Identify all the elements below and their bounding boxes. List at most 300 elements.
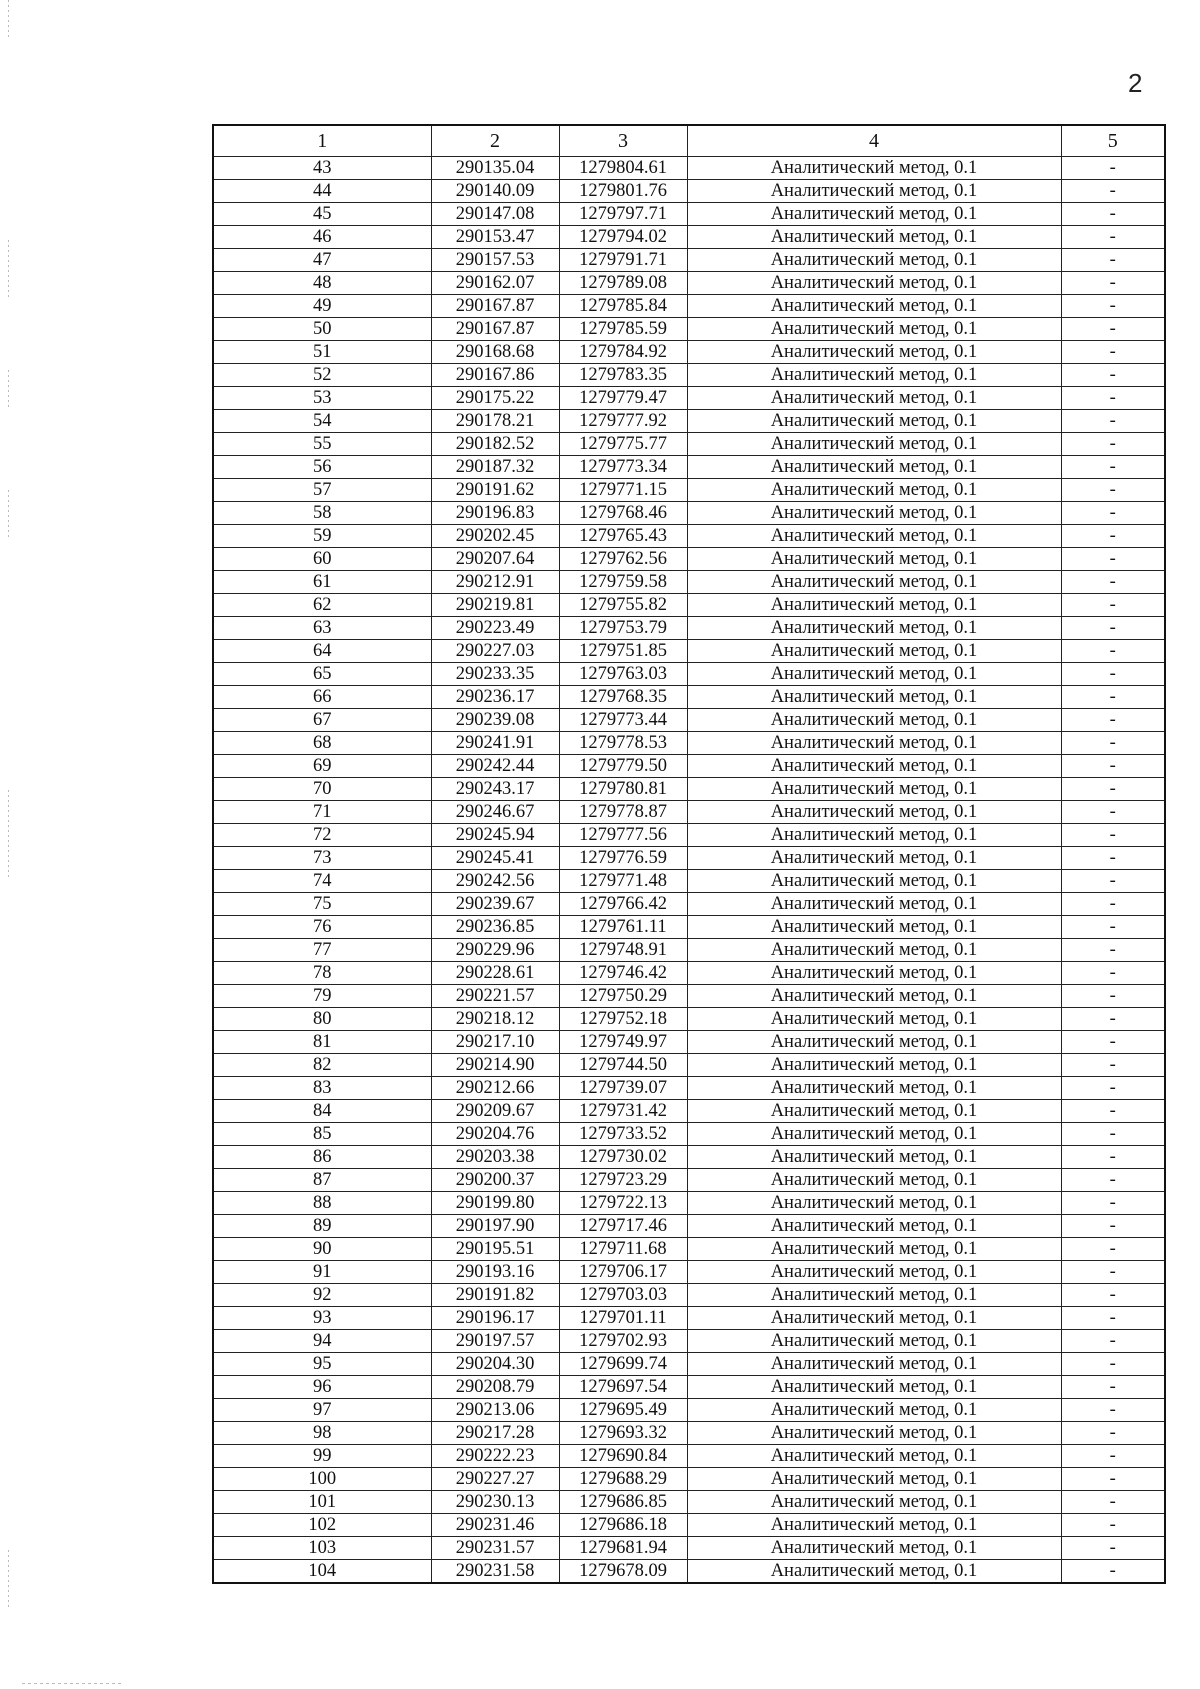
x-coordinate-cell: 290222.23 [431,1445,559,1468]
x-coordinate-cell: 290135.04 [431,157,559,180]
y-coordinate-cell: 1279762.56 [559,548,687,571]
page-number: 2 [1128,68,1143,98]
method-cell: Аналитический метод, 0.1 [687,1445,1061,1468]
table-row [213,1008,1165,1031]
column-header-4: 4 [687,125,1061,157]
x-coordinate-cell: 290227.27 [431,1468,559,1491]
point-number-cell: 84 [213,1100,431,1123]
table-row [213,1445,1165,1468]
method-cell: Аналитический метод, 0.1 [687,1330,1061,1353]
point-number-cell: 76 [213,916,431,939]
table-row [213,732,1165,755]
note-cell: - [1061,1514,1165,1537]
note-cell: - [1061,709,1165,732]
y-coordinate-cell: 1279702.93 [559,1330,687,1353]
note-cell: - [1061,387,1165,410]
y-coordinate-cell: 1279695.49 [559,1399,687,1422]
y-coordinate-cell: 1279706.17 [559,1261,687,1284]
note-cell: - [1061,732,1165,755]
method-cell: Аналитический метод, 0.1 [687,571,1061,594]
y-coordinate-cell: 1279688.29 [559,1468,687,1491]
point-number-cell: 50 [213,318,431,341]
x-coordinate-cell: 290197.90 [431,1215,559,1238]
y-coordinate-cell: 1279739.07 [559,1077,687,1100]
scan-margin-mark [8,490,9,540]
point-number-cell: 92 [213,1284,431,1307]
point-number-cell: 93 [213,1307,431,1330]
x-coordinate-cell: 290191.62 [431,479,559,502]
y-coordinate-cell: 1279765.43 [559,525,687,548]
table-row [213,962,1165,985]
y-coordinate-cell: 1279751.85 [559,640,687,663]
y-coordinate-cell: 1279778.53 [559,732,687,755]
x-coordinate-cell: 290223.49 [431,617,559,640]
table-row [213,1376,1165,1399]
coordinates-table-container [212,124,1164,1584]
note-cell: - [1061,640,1165,663]
x-coordinate-cell: 290167.87 [431,318,559,341]
x-coordinate-cell: 290196.83 [431,502,559,525]
method-cell: Аналитический метод, 0.1 [687,180,1061,203]
table-row [213,1491,1165,1514]
note-cell: - [1061,1261,1165,1284]
table-row [213,686,1165,709]
x-coordinate-cell: 290157.53 [431,249,559,272]
point-number-cell: 104 [213,1560,431,1584]
point-number-cell: 69 [213,755,431,778]
note-cell: - [1061,617,1165,640]
x-coordinate-cell: 290217.28 [431,1422,559,1445]
y-coordinate-cell: 1279789.08 [559,272,687,295]
y-coordinate-cell: 1279731.42 [559,1100,687,1123]
method-cell: Аналитический метод, 0.1 [687,1468,1061,1491]
x-coordinate-cell: 290242.44 [431,755,559,778]
method-cell: Аналитический метод, 0.1 [687,1169,1061,1192]
method-cell: Аналитический метод, 0.1 [687,1054,1061,1077]
y-coordinate-cell: 1279723.29 [559,1169,687,1192]
table-row [213,640,1165,663]
method-cell: Аналитический метод, 0.1 [687,157,1061,180]
note-cell: - [1061,1330,1165,1353]
table-row [213,1031,1165,1054]
method-cell: Аналитический метод, 0.1 [687,249,1061,272]
table-row [213,1215,1165,1238]
note-cell: - [1061,157,1165,180]
y-coordinate-cell: 1279752.18 [559,1008,687,1031]
column-header-5: 5 [1061,125,1165,157]
point-number-cell: 56 [213,456,431,479]
point-number-cell: 81 [213,1031,431,1054]
y-coordinate-cell: 1279771.48 [559,870,687,893]
table-row [213,1422,1165,1445]
point-number-cell: 91 [213,1261,431,1284]
note-cell: - [1061,318,1165,341]
note-cell: - [1061,755,1165,778]
table-row [213,410,1165,433]
point-number-cell: 89 [213,1215,431,1238]
method-cell: Аналитический метод, 0.1 [687,686,1061,709]
table-row [213,433,1165,456]
method-cell: Аналитический метод, 0.1 [687,226,1061,249]
point-number-cell: 64 [213,640,431,663]
note-cell: - [1061,1031,1165,1054]
point-number-cell: 78 [213,962,431,985]
table-row [213,548,1165,571]
point-number-cell: 54 [213,410,431,433]
table-row [213,341,1165,364]
table-row [213,1284,1165,1307]
y-coordinate-cell: 1279697.54 [559,1376,687,1399]
table-row [213,318,1165,341]
x-coordinate-cell: 290167.86 [431,364,559,387]
table-row [213,893,1165,916]
method-cell: Аналитический метод, 0.1 [687,893,1061,916]
y-coordinate-cell: 1279761.11 [559,916,687,939]
table-row [213,755,1165,778]
point-number-cell: 61 [213,571,431,594]
method-cell: Аналитический метод, 0.1 [687,1491,1061,1514]
point-number-cell: 94 [213,1330,431,1353]
table-row [213,1077,1165,1100]
x-coordinate-cell: 290212.66 [431,1077,559,1100]
method-cell: Аналитический метод, 0.1 [687,732,1061,755]
point-number-cell: 73 [213,847,431,870]
table-row [213,571,1165,594]
point-number-cell: 90 [213,1238,431,1261]
table-row [213,1238,1165,1261]
point-number-cell: 86 [213,1146,431,1169]
table-row [213,663,1165,686]
y-coordinate-cell: 1279784.92 [559,341,687,364]
y-coordinate-cell: 1279783.35 [559,364,687,387]
table-row [213,1146,1165,1169]
method-cell: Аналитический метод, 0.1 [687,548,1061,571]
x-coordinate-cell: 290197.57 [431,1330,559,1353]
table-row [213,778,1165,801]
note-cell: - [1061,1123,1165,1146]
method-cell: Аналитический метод, 0.1 [687,341,1061,364]
method-cell: Аналитический метод, 0.1 [687,1422,1061,1445]
y-coordinate-cell: 1279768.35 [559,686,687,709]
x-coordinate-cell: 290231.58 [431,1560,559,1584]
table-header-row [213,125,1165,157]
x-coordinate-cell: 290204.76 [431,1123,559,1146]
table-row [213,824,1165,847]
note-cell: - [1061,249,1165,272]
x-coordinate-cell: 290242.56 [431,870,559,893]
note-cell: - [1061,226,1165,249]
method-cell: Аналитический метод, 0.1 [687,1031,1061,1054]
method-cell: Аналитический метод, 0.1 [687,525,1061,548]
method-cell: Аналитический метод, 0.1 [687,433,1061,456]
x-coordinate-cell: 290246.67 [431,801,559,824]
method-cell: Аналитический метод, 0.1 [687,801,1061,824]
y-coordinate-cell: 1279773.44 [559,709,687,732]
note-cell: - [1061,479,1165,502]
x-coordinate-cell: 290182.52 [431,433,559,456]
x-coordinate-cell: 290231.46 [431,1514,559,1537]
scan-margin-mark [8,790,9,880]
y-coordinate-cell: 1279753.79 [559,617,687,640]
column-header-2: 2 [431,125,559,157]
coordinates-table [212,124,1166,1584]
point-number-cell: 74 [213,870,431,893]
y-coordinate-cell: 1279703.03 [559,1284,687,1307]
table-row [213,709,1165,732]
table-row [213,870,1165,893]
table-row [213,157,1165,180]
x-coordinate-cell: 290200.37 [431,1169,559,1192]
x-coordinate-cell: 290212.91 [431,571,559,594]
note-cell: - [1061,893,1165,916]
note-cell: - [1061,985,1165,1008]
x-coordinate-cell: 290229.96 [431,939,559,962]
point-number-cell: 85 [213,1123,431,1146]
column-header-3: 3 [559,125,687,157]
x-coordinate-cell: 290243.17 [431,778,559,801]
point-number-cell: 49 [213,295,431,318]
point-number-cell: 44 [213,180,431,203]
x-coordinate-cell: 290140.09 [431,180,559,203]
y-coordinate-cell: 1279777.92 [559,410,687,433]
table-row [213,1537,1165,1560]
point-number-cell: 71 [213,801,431,824]
table-body [213,157,1165,1584]
x-coordinate-cell: 290196.17 [431,1307,559,1330]
method-cell: Аналитический метод, 0.1 [687,1215,1061,1238]
x-coordinate-cell: 290207.64 [431,548,559,571]
method-cell: Аналитический метод, 0.1 [687,364,1061,387]
method-cell: Аналитический метод, 0.1 [687,640,1061,663]
x-coordinate-cell: 290231.57 [431,1537,559,1560]
table-row [213,479,1165,502]
x-coordinate-cell: 290193.16 [431,1261,559,1284]
y-coordinate-cell: 1279766.42 [559,893,687,916]
point-number-cell: 98 [213,1422,431,1445]
point-number-cell: 79 [213,985,431,1008]
point-number-cell: 62 [213,594,431,617]
y-coordinate-cell: 1279711.68 [559,1238,687,1261]
table-row [213,180,1165,203]
x-coordinate-cell: 290202.45 [431,525,559,548]
y-coordinate-cell: 1279804.61 [559,157,687,180]
y-coordinate-cell: 1279794.02 [559,226,687,249]
point-number-cell: 66 [213,686,431,709]
note-cell: - [1061,1468,1165,1491]
table-row [213,1192,1165,1215]
method-cell: Аналитический метод, 0.1 [687,962,1061,985]
x-coordinate-cell: 290239.67 [431,893,559,916]
table-row [213,847,1165,870]
point-number-cell: 47 [213,249,431,272]
table-row [213,1330,1165,1353]
x-coordinate-cell: 290162.07 [431,272,559,295]
x-coordinate-cell: 290228.61 [431,962,559,985]
method-cell: Аналитический метод, 0.1 [687,1537,1061,1560]
method-cell: Аналитический метод, 0.1 [687,617,1061,640]
method-cell: Аналитический метод, 0.1 [687,1261,1061,1284]
note-cell: - [1061,824,1165,847]
point-number-cell: 46 [213,226,431,249]
table-row [213,916,1165,939]
x-coordinate-cell: 290221.57 [431,985,559,1008]
y-coordinate-cell: 1279717.46 [559,1215,687,1238]
note-cell: - [1061,847,1165,870]
note-cell: - [1061,870,1165,893]
table-row [213,617,1165,640]
x-coordinate-cell: 290236.85 [431,916,559,939]
method-cell: Аналитический метод, 0.1 [687,502,1061,525]
point-number-cell: 82 [213,1054,431,1077]
note-cell: - [1061,203,1165,226]
y-coordinate-cell: 1279777.56 [559,824,687,847]
method-cell: Аналитический метод, 0.1 [687,1123,1061,1146]
table-row [213,364,1165,387]
note-cell: - [1061,1307,1165,1330]
method-cell: Аналитический метод, 0.1 [687,1307,1061,1330]
x-coordinate-cell: 290219.81 [431,594,559,617]
y-coordinate-cell: 1279722.13 [559,1192,687,1215]
point-number-cell: 72 [213,824,431,847]
point-number-cell: 68 [213,732,431,755]
x-coordinate-cell: 290175.22 [431,387,559,410]
y-coordinate-cell: 1279801.76 [559,180,687,203]
table-row [213,939,1165,962]
method-cell: Аналитический метод, 0.1 [687,778,1061,801]
table-row [213,1307,1165,1330]
y-coordinate-cell: 1279759.58 [559,571,687,594]
table-row [213,387,1165,410]
note-cell: - [1061,1169,1165,1192]
note-cell: - [1061,180,1165,203]
y-coordinate-cell: 1279780.81 [559,778,687,801]
y-coordinate-cell: 1279690.84 [559,1445,687,1468]
y-coordinate-cell: 1279755.82 [559,594,687,617]
note-cell: - [1061,1491,1165,1514]
point-number-cell: 67 [213,709,431,732]
table-row [213,985,1165,1008]
method-cell: Аналитический метод, 0.1 [687,272,1061,295]
y-coordinate-cell: 1279681.94 [559,1537,687,1560]
y-coordinate-cell: 1279748.91 [559,939,687,962]
x-coordinate-cell: 290178.21 [431,410,559,433]
x-coordinate-cell: 290245.41 [431,847,559,870]
y-coordinate-cell: 1279701.11 [559,1307,687,1330]
note-cell: - [1061,364,1165,387]
method-cell: Аналитический метод, 0.1 [687,387,1061,410]
note-cell: - [1061,1284,1165,1307]
x-coordinate-cell: 290204.30 [431,1353,559,1376]
method-cell: Аналитический метод, 0.1 [687,295,1061,318]
method-cell: Аналитический метод, 0.1 [687,709,1061,732]
point-number-cell: 95 [213,1353,431,1376]
point-number-cell: 103 [213,1537,431,1560]
note-cell: - [1061,1376,1165,1399]
scan-bottom-mark [22,1683,122,1684]
method-cell: Аналитический метод, 0.1 [687,1100,1061,1123]
method-cell: Аналитический метод, 0.1 [687,870,1061,893]
note-cell: - [1061,1054,1165,1077]
method-cell: Аналитический метод, 0.1 [687,1192,1061,1215]
table-row [213,249,1165,272]
table-row [213,1468,1165,1491]
y-coordinate-cell: 1279749.97 [559,1031,687,1054]
point-number-cell: 52 [213,364,431,387]
y-coordinate-cell: 1279730.02 [559,1146,687,1169]
method-cell: Аналитический метод, 0.1 [687,479,1061,502]
note-cell: - [1061,1215,1165,1238]
y-coordinate-cell: 1279699.74 [559,1353,687,1376]
point-number-cell: 101 [213,1491,431,1514]
y-coordinate-cell: 1279733.52 [559,1123,687,1146]
point-number-cell: 59 [213,525,431,548]
note-cell: - [1061,410,1165,433]
note-cell: - [1061,502,1165,525]
point-number-cell: 58 [213,502,431,525]
y-coordinate-cell: 1279750.29 [559,985,687,1008]
x-coordinate-cell: 290167.87 [431,295,559,318]
method-cell: Аналитический метод, 0.1 [687,824,1061,847]
table-row [213,1261,1165,1284]
y-coordinate-cell: 1279678.09 [559,1560,687,1584]
x-coordinate-cell: 290191.82 [431,1284,559,1307]
x-coordinate-cell: 290218.12 [431,1008,559,1031]
table-row [213,502,1165,525]
method-cell: Аналитический метод, 0.1 [687,985,1061,1008]
note-cell: - [1061,1353,1165,1376]
table-row [213,801,1165,824]
scan-margin-mark [8,0,9,40]
y-coordinate-cell: 1279693.32 [559,1422,687,1445]
x-coordinate-cell: 290168.68 [431,341,559,364]
method-cell: Аналитический метод, 0.1 [687,594,1061,617]
method-cell: Аналитический метод, 0.1 [687,318,1061,341]
point-number-cell: 48 [213,272,431,295]
method-cell: Аналитический метод, 0.1 [687,916,1061,939]
x-coordinate-cell: 290214.90 [431,1054,559,1077]
table-row [213,1054,1165,1077]
y-coordinate-cell: 1279785.84 [559,295,687,318]
point-number-cell: 70 [213,778,431,801]
y-coordinate-cell: 1279775.77 [559,433,687,456]
y-coordinate-cell: 1279771.15 [559,479,687,502]
scan-margin-mark [8,240,9,300]
x-coordinate-cell: 290236.17 [431,686,559,709]
point-number-cell: 77 [213,939,431,962]
column-header-1: 1 [213,125,431,157]
x-coordinate-cell: 290203.38 [431,1146,559,1169]
x-coordinate-cell: 290208.79 [431,1376,559,1399]
point-number-cell: 53 [213,387,431,410]
x-coordinate-cell: 290239.08 [431,709,559,732]
x-coordinate-cell: 290209.67 [431,1100,559,1123]
x-coordinate-cell: 290187.32 [431,456,559,479]
method-cell: Аналитический метод, 0.1 [687,1560,1061,1584]
note-cell: - [1061,686,1165,709]
method-cell: Аналитический метод, 0.1 [687,1008,1061,1031]
note-cell: - [1061,1077,1165,1100]
y-coordinate-cell: 1279746.42 [559,962,687,985]
table-row [213,226,1165,249]
point-number-cell: 88 [213,1192,431,1215]
note-cell: - [1061,916,1165,939]
point-number-cell: 75 [213,893,431,916]
method-cell: Аналитический метод, 0.1 [687,410,1061,433]
x-coordinate-cell: 290227.03 [431,640,559,663]
note-cell: - [1061,1146,1165,1169]
x-coordinate-cell: 290245.94 [431,824,559,847]
note-cell: - [1061,594,1165,617]
